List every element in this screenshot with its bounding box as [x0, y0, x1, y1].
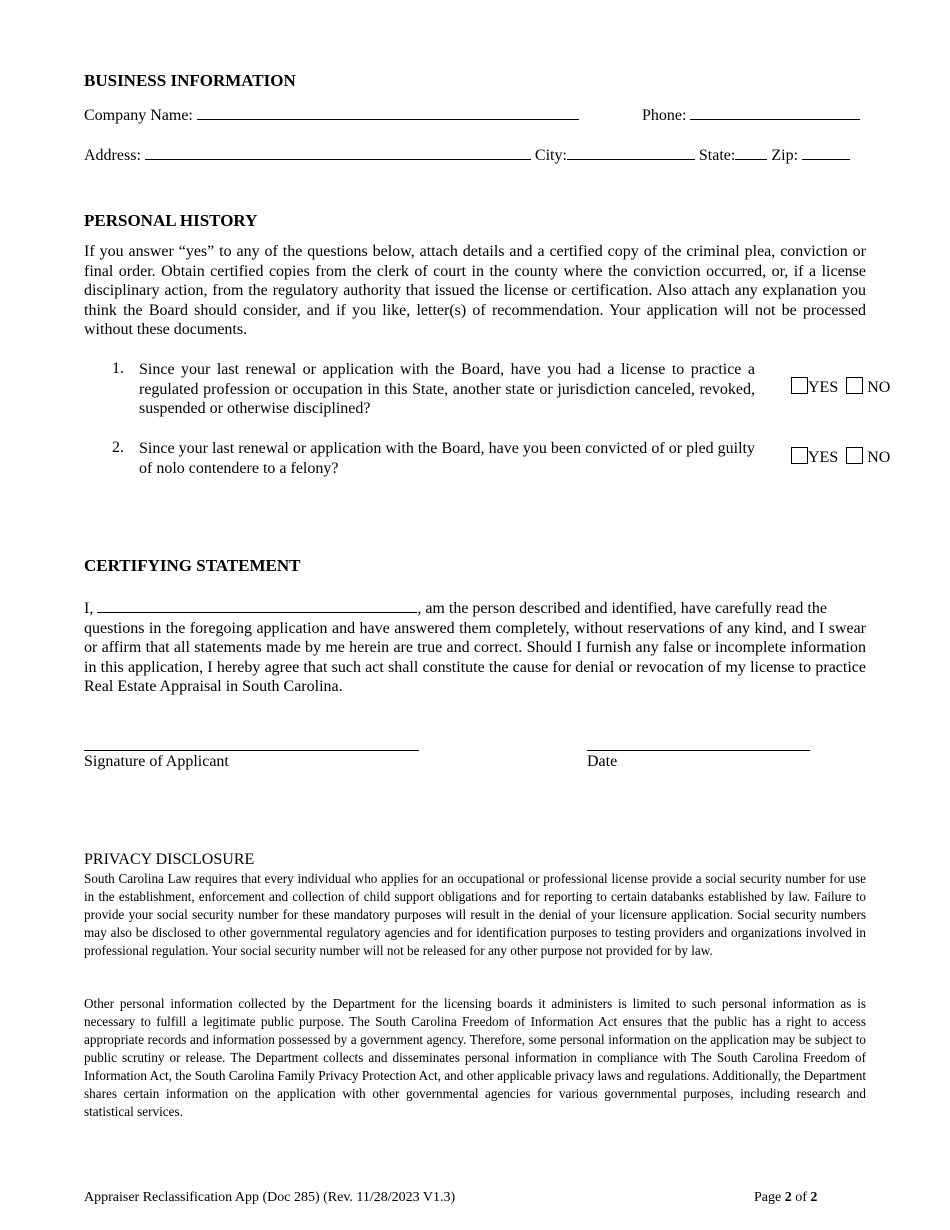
privacy-heading: PRIVACY DISCLOSURE — [84, 851, 255, 868]
city-label: City: — [534, 147, 567, 164]
phone-field[interactable] — [690, 103, 860, 120]
certifying-statement — [84, 596, 866, 697]
address-field[interactable] — [145, 143, 531, 160]
applicant-name-field[interactable] — [97, 596, 417, 613]
company-name-field[interactable] — [197, 103, 579, 120]
certifying-first-text: , am the person described and identified, have carefully read the — [417, 600, 827, 617]
page-total: 2 — [810, 1190, 818, 1205]
question-1-no-checkbox[interactable] — [846, 377, 863, 394]
question-1-no-label: NO — [867, 379, 891, 396]
question-2-text: Since your last renewal or application with the Board, have you been convicted of or pled guilty of nolo contendere to a felony? — [139, 440, 755, 477]
company-name-label: Company Name: — [84, 107, 193, 124]
question-2-yes-label: YES — [808, 449, 839, 466]
privacy-paragraph-2: Other personal information collected by the Department for the licensing boards it administers is limited to such personal information as is necessary to fulfill a legitimate public purpose. The South Carolina Freedom of Information Act ensures that the public has a right to access appropriate records and information possessed by a government agency. Therefore, some personal information on the application may be subject to public scrutiny or release. The Department collects and disseminates personal information in compliance with The South Carolina Freedom of Information Act, the South Carolina Family Privacy Protection Act, and other applicable privacy laws and regulations. Additionally, the Department shares certain information on the application with other governmental agencies for various governmental purposes, including research and statistical services. — [84, 996, 866, 1119]
certifying-prefix: I, — [84, 600, 94, 617]
footer-doc-info: Appraiser Reclassification App (Doc 285) (Rev. 11/28/2023 V1.3) — [84, 1190, 456, 1205]
business-info-heading: BUSINESS INFORMATION — [84, 71, 296, 90]
question-2-no-checkbox[interactable] — [846, 447, 863, 464]
question-1-yes-label: YES — [808, 379, 839, 396]
address-label: Address: — [84, 147, 141, 164]
page-current: 2 — [784, 1190, 792, 1205]
signature-label: Signature of Applicant — [84, 753, 229, 770]
phone-label: Phone: — [642, 107, 687, 124]
certifying-heading: CERTIFYING STATEMENT — [84, 556, 301, 575]
state-label: State: — [698, 147, 736, 164]
company-name-row — [84, 103, 579, 125]
date-label: Date — [587, 753, 618, 770]
certifying-first-line — [84, 596, 866, 619]
question-1-yes-checkbox[interactable] — [791, 377, 808, 394]
privacy-paragraph-1: South Carolina Law requires that every individual who applies for an occupational or professional license provide a social security number for use in the establishment, enforcement and collection of child support obligations and for reporting to certain databanks established by law. Failure to provide your social security number for these mandatory purposes will result in the denial of your licensure application. Social security numbers may also be disclosed to other governmental regulatory agencies and for identification purposes to testing providers and organizations involved in professional regulation. Your social security number will not be released for any other purpose not provided for by law. — [84, 871, 866, 958]
page-of: of — [795, 1190, 807, 1205]
zip-field[interactable] — [802, 143, 850, 160]
signature-line[interactable] — [84, 750, 419, 751]
personal-history-heading: PERSONAL HISTORY — [84, 211, 258, 230]
question-1-text: Since your last renewal or application with the Board, have you had a license to practice a regulated profession or occupation in this State, another state or jurisdiction canceled, revoked, suspended or otherwise disciplined? — [139, 361, 755, 418]
city-field[interactable] — [567, 143, 695, 160]
question-2-number: 2. — [112, 439, 124, 456]
question-2-answer — [791, 447, 890, 467]
address-row — [84, 143, 850, 165]
question-1-number: 1. — [112, 360, 124, 377]
date-line[interactable] — [587, 750, 810, 751]
personal-history-intro: If you answer “yes” to any of the questions below, attach details and a certified copy of the criminal plea, conviction or final order. Obtain certified copies from the clerk of court in the county where the conviction occurred, or, if a license disciplinary action, from the regulatory authority that issued the license or certification. Also attach any explanation you think the Board should consider, and if you like, letter(s) of recommendation. Your application will not be processed without these documents. — [84, 243, 866, 339]
question-2-no-label: NO — [867, 449, 891, 466]
phone-row — [642, 103, 860, 125]
page-word: Page — [754, 1190, 782, 1205]
question-1-answer — [791, 377, 890, 397]
zip-label: Zip: — [771, 147, 799, 164]
state-field[interactable] — [735, 143, 767, 160]
footer-page-number — [754, 1190, 817, 1206]
question-2-yes-checkbox[interactable] — [791, 447, 808, 464]
certifying-body: questions in the foregoing application and have answered them completely, without reservations of any kind, and I swear or affirm that all statements made by me herein are true and correct. Should I furnish any false or incomplete information in this application, I hereby agree that such act shall constitute the cause for denial or revocation of my license to practice Real Estate Appraisal in South Carolina. — [84, 619, 866, 696]
